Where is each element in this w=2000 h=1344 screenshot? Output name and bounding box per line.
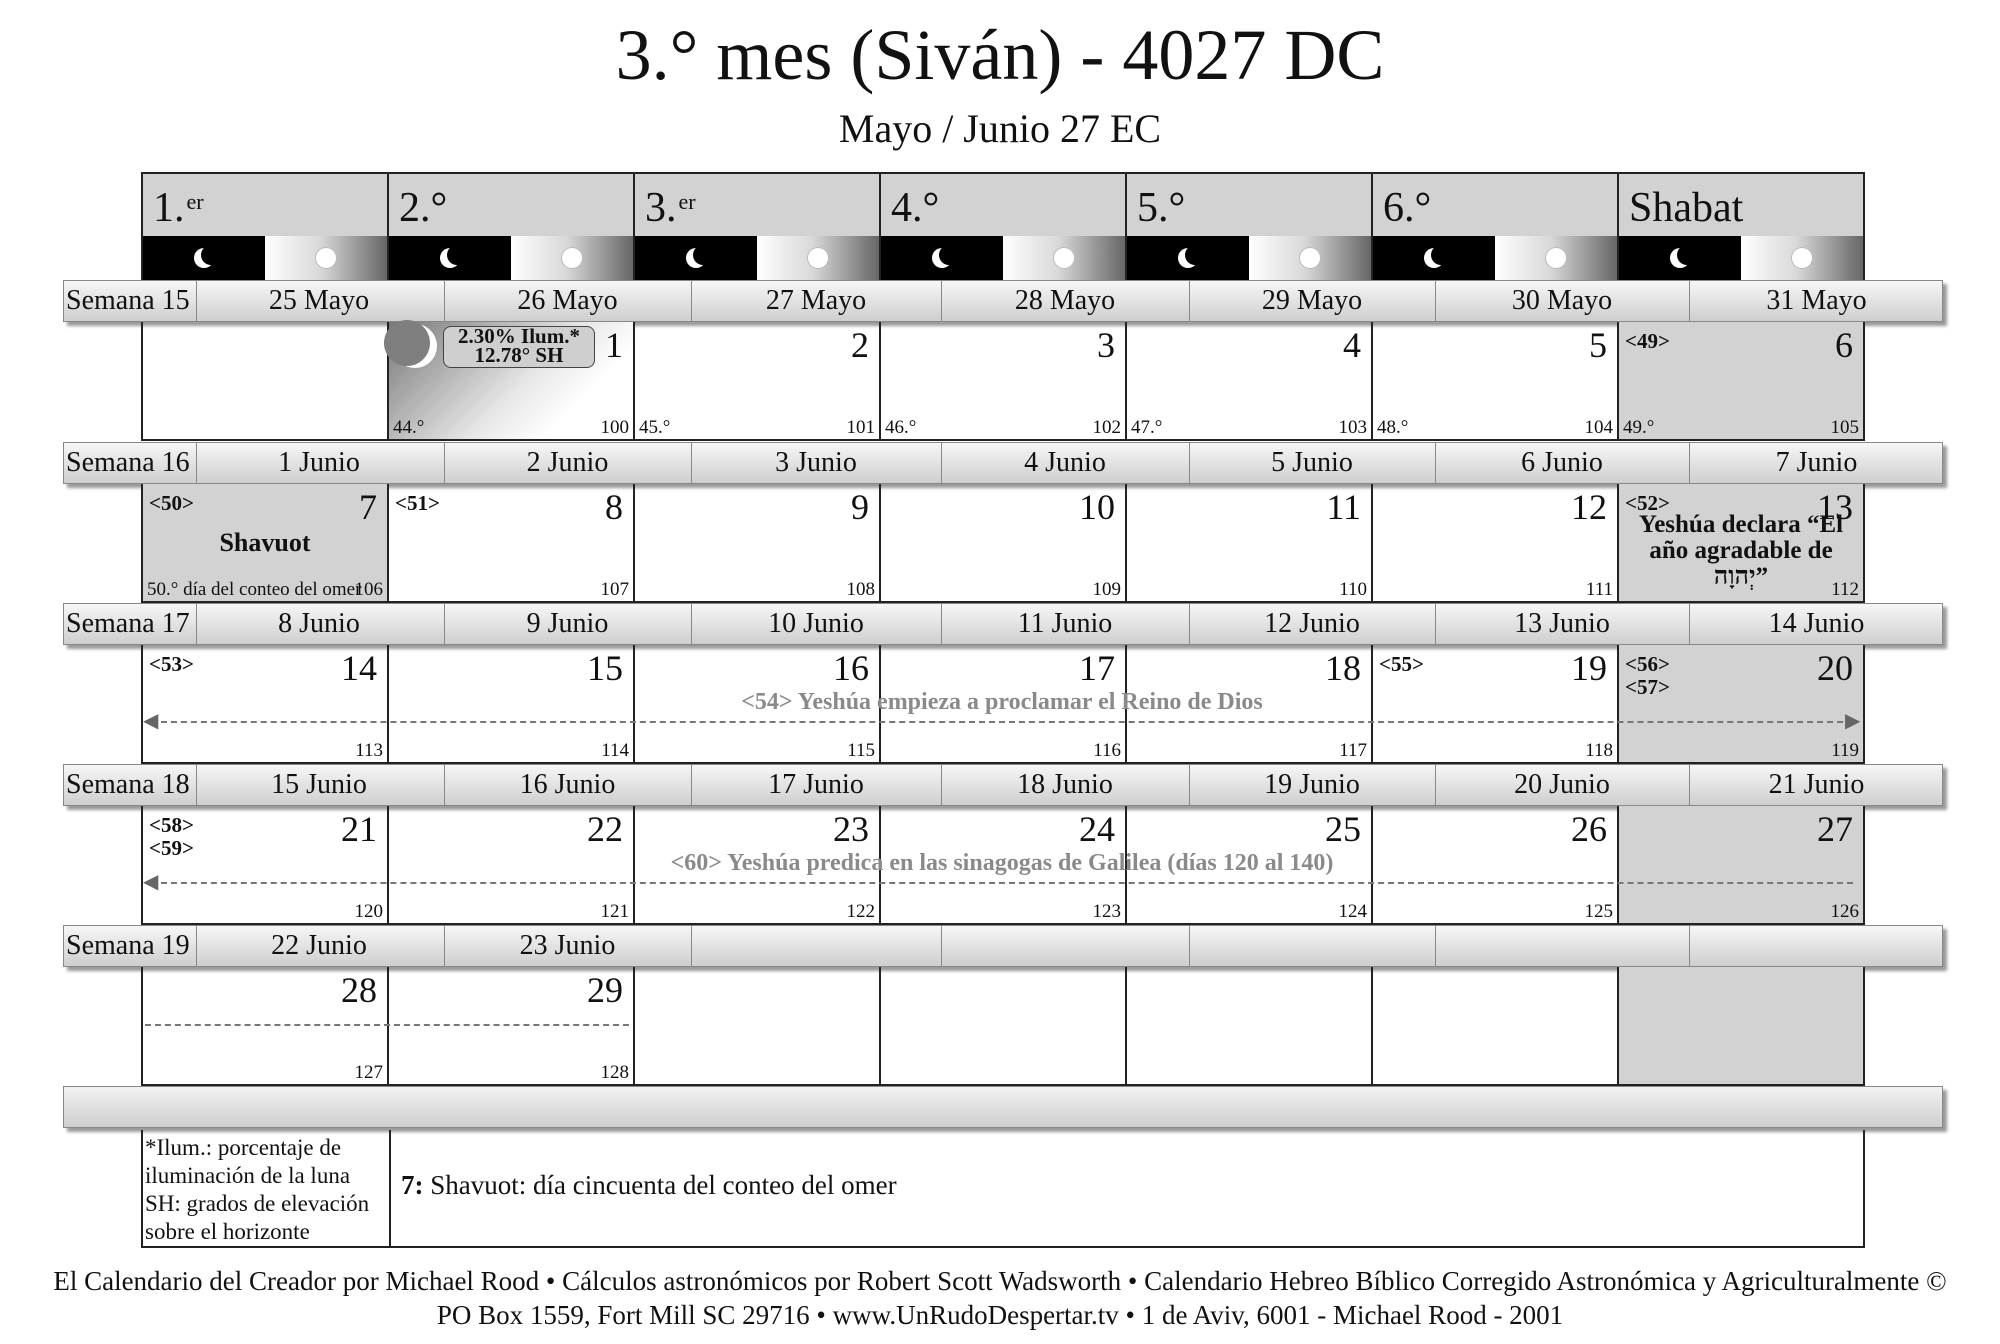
crescent-moon-icon — [194, 248, 214, 268]
day-sequence-number: 128 — [600, 1062, 629, 1083]
gregorian-date: 26 Mayo — [444, 281, 692, 321]
day-cell — [141, 967, 387, 1086]
event-marker: <50> — [149, 491, 194, 515]
gregorian-date: 12 Junio — [1189, 604, 1436, 644]
gregorian-date — [1435, 926, 1690, 966]
day-number: 28 — [341, 970, 377, 1010]
sun-icon — [562, 248, 582, 268]
page-subtitle: Mayo / Junio 27 EC — [838, 106, 1162, 151]
day-sequence-number: 108 — [846, 579, 875, 600]
legend-note-text: Shavuot: día cincuenta del conteo del omer — [423, 1170, 897, 1200]
sun-icon — [1054, 248, 1074, 268]
bottom-bar — [63, 1086, 1943, 1128]
omer-count: 49.° — [1623, 417, 1655, 438]
day-cell — [879, 484, 1125, 603]
week-label: Semana 16 — [64, 443, 197, 483]
week-bar — [63, 764, 1943, 806]
day-number: 21 — [341, 809, 377, 849]
day-cell — [1371, 967, 1617, 1086]
week-label: Semana 18 — [64, 765, 197, 805]
day-sequence-number: 104 — [1584, 417, 1613, 438]
event-marker: <56> <57> — [1625, 652, 1670, 699]
event-marker: <52> — [1625, 491, 1670, 515]
day-cell — [1125, 484, 1371, 603]
day-header — [1617, 172, 1865, 238]
day-sequence-number: 110 — [1339, 579, 1367, 600]
day-header-ordinal: er — [678, 189, 696, 214]
day-number: 2 — [851, 325, 869, 365]
day-header-label: 4.° — [891, 185, 940, 231]
day-cell — [387, 322, 633, 441]
week-label: Semana 17 — [64, 604, 197, 644]
day-cell — [1125, 322, 1371, 441]
sun-icon — [316, 248, 336, 268]
omer-count: 44.° — [393, 417, 425, 438]
day-number: 22 — [587, 809, 623, 849]
day-cell — [1371, 322, 1617, 441]
crescent-moon-icon — [1424, 248, 1444, 268]
event-marker: <51> — [395, 491, 440, 515]
day-sequence-number: 126 — [1830, 901, 1859, 922]
day-sequence-number: 114 — [601, 740, 629, 761]
day-sequence-number: 127 — [354, 1062, 383, 1083]
crescent-moon-icon — [932, 248, 952, 268]
night-segment — [1373, 236, 1495, 280]
day-number: 17 — [1079, 648, 1115, 688]
day-sequence-number: 121 — [600, 901, 629, 922]
day-cell — [633, 967, 879, 1086]
day-number: 14 — [341, 648, 377, 688]
moon-phase-band — [1617, 236, 1865, 280]
day-number: 19 — [1571, 648, 1607, 688]
page-title: 3.° mes (Siván) - 4027 DC — [615, 15, 1385, 95]
omer-count: 48.° — [1377, 417, 1409, 438]
week-bar — [63, 280, 1943, 322]
omer-count: 45.° — [639, 417, 671, 438]
day-header-label: 3. — [645, 185, 677, 231]
event-span-line — [151, 721, 1853, 723]
day-sequence-number: 111 — [1585, 579, 1613, 600]
sun-icon — [808, 248, 828, 268]
day-sequence-number: 101 — [846, 417, 875, 438]
day-segment — [1249, 236, 1371, 280]
arrow-left-icon: ◀ — [143, 871, 159, 893]
arrow-left-icon: ◀ — [143, 710, 159, 732]
day-number: 4 — [1343, 325, 1361, 365]
night-segment — [881, 236, 1003, 280]
day-header-label: 2.° — [399, 185, 448, 231]
day-segment — [1741, 236, 1863, 280]
day-cell — [879, 322, 1125, 441]
event-label: Yeshúa declara “El año agradable de יְהוָה” — [1638, 511, 1844, 590]
legend-line: sobre el horizonte — [145, 1219, 310, 1244]
omer-count: 50.° día del conteo del omer — [147, 579, 362, 600]
gregorian-date: 28 Mayo — [941, 281, 1190, 321]
day-cell — [141, 484, 387, 603]
footer-line-2: PO Box 1559, Fort Mill SC 29716 • www.UnRudoDespertar.tv • 1 de Aviv, 6001 - Michael Rood - 2001 — [436, 1300, 1564, 1330]
event-span-line — [145, 1024, 629, 1026]
gregorian-date — [1689, 926, 1944, 966]
moon-phase-band — [1371, 236, 1619, 280]
day-header-ordinal: er — [186, 189, 204, 214]
arrow-right-icon: ▶ — [1845, 710, 1861, 732]
day-cell — [1125, 967, 1371, 1086]
gregorian-date: 2 Junio — [444, 443, 692, 483]
week-label: Semana 19 — [64, 926, 197, 966]
event-band-text: <54> Yeshúa empieza a proclamar el Reino de Dios — [741, 689, 1263, 715]
day-sequence-number: 124 — [1338, 901, 1367, 922]
day-header-label: 5.° — [1137, 185, 1186, 231]
day-number: 10 — [1079, 487, 1115, 527]
day-number: 16 — [833, 648, 869, 688]
gregorian-date: 20 Junio — [1435, 765, 1690, 805]
moon-phase-band — [1125, 236, 1373, 280]
day-number: 8 — [605, 487, 623, 527]
day-number: 29 — [587, 970, 623, 1010]
gregorian-date: 16 Junio — [444, 765, 692, 805]
day-number: 13 — [1817, 487, 1853, 527]
gregorian-date: 17 Junio — [691, 765, 942, 805]
night-segment — [1619, 236, 1741, 280]
legend-abbreviations — [143, 1130, 391, 1246]
night-segment — [143, 236, 265, 280]
event-marker: <49> — [1625, 329, 1670, 353]
week-bar — [63, 925, 1943, 967]
omer-count: 46.° — [885, 417, 917, 438]
illumination-line: 12.78° SH — [474, 343, 564, 367]
day-number: 3 — [1097, 325, 1115, 365]
gregorian-date: 27 Mayo — [691, 281, 942, 321]
day-number: 18 — [1325, 648, 1361, 688]
gregorian-date — [941, 926, 1190, 966]
event-span-line — [151, 882, 1853, 884]
event-label: Shavuot — [219, 528, 311, 557]
gregorian-date: 8 Junio — [194, 604, 445, 644]
gregorian-date: 18 Junio — [941, 765, 1190, 805]
day-number: 11 — [1326, 487, 1361, 527]
illumination-line: 2.30% Ilum.* — [458, 324, 580, 348]
crescent-moon-icon — [1670, 248, 1690, 268]
day-number: 23 — [833, 809, 869, 849]
gregorian-date: 15 Junio — [194, 765, 445, 805]
day-header-label: 1. — [153, 185, 185, 231]
crescent-moon-icon — [686, 248, 706, 268]
week-bar — [63, 603, 1943, 645]
day-sequence-number: 120 — [354, 901, 383, 922]
moon-phase-band — [387, 236, 635, 280]
gregorian-date: 7 Junio — [1775, 447, 1858, 478]
day-sequence-number: 125 — [1584, 901, 1613, 922]
illumination-badge — [443, 326, 595, 368]
sun-icon — [1546, 248, 1566, 268]
new-moon-icon — [393, 324, 437, 368]
night-segment — [1127, 236, 1249, 280]
day-cell — [141, 322, 387, 441]
legend-line: iluminación de la luna — [145, 1163, 351, 1188]
day-sequence-number: 119 — [1831, 740, 1859, 761]
day-sequence-number: 112 — [1831, 579, 1859, 600]
gregorian-date: 14 Junio — [1768, 608, 1865, 639]
day-sequence-number: 118 — [1585, 740, 1613, 761]
night-segment — [389, 236, 511, 280]
day-sequence-number: 123 — [1092, 901, 1121, 922]
gregorian-date: 3 Junio — [691, 443, 942, 483]
day-number: 5 — [1589, 325, 1607, 365]
gregorian-date: 22 Junio — [194, 926, 445, 966]
day-segment — [1495, 236, 1617, 280]
sun-icon — [1300, 248, 1320, 268]
gregorian-date: 21 Junio — [1768, 769, 1865, 800]
day-header — [1125, 172, 1373, 238]
day-number: 7 — [359, 487, 377, 527]
event-marker: <53> — [149, 652, 194, 676]
gregorian-date: 6 Junio — [1435, 443, 1690, 483]
legend-line: SH: grados de elevación — [145, 1191, 370, 1216]
day-number: 1 — [605, 325, 623, 365]
day-sequence-number: 113 — [355, 740, 383, 761]
gregorian-date: 11 Junio — [941, 604, 1190, 644]
gregorian-date: 5 Junio — [1189, 443, 1436, 483]
day-header — [141, 172, 389, 238]
gregorian-date: 9 Junio — [444, 604, 692, 644]
day-number: 6 — [1835, 325, 1853, 365]
gregorian-date: 19 Junio — [1189, 765, 1436, 805]
day-sequence-number: 109 — [1092, 579, 1121, 600]
event-band-text: <60> Yeshúa predica en las sinagogas de Galilea (días 120 al 140) — [670, 850, 1334, 876]
day-number: 26 — [1571, 809, 1607, 849]
day-header-label: Shabat — [1629, 185, 1744, 231]
day-header-label: 6.° — [1383, 185, 1432, 231]
gregorian-date: 4 Junio — [941, 443, 1190, 483]
day-sequence-number: 107 — [600, 579, 629, 600]
gregorian-date — [691, 926, 942, 966]
day-sequence-number: 105 — [1830, 417, 1859, 438]
event-marker: <58> <59> — [149, 813, 194, 860]
day-cell — [633, 484, 879, 603]
gregorian-date: 1 Junio — [194, 443, 445, 483]
omer-count: 47.° — [1131, 417, 1163, 438]
day-sequence-number: 116 — [1093, 740, 1121, 761]
day-header — [633, 172, 881, 238]
day-sequence-number: 115 — [847, 740, 875, 761]
day-sequence-number: 103 — [1338, 417, 1367, 438]
day-sequence-number: 100 — [600, 417, 629, 438]
gregorian-date: 29 Mayo — [1189, 281, 1436, 321]
moon-phase-band — [879, 236, 1127, 280]
day-header — [387, 172, 635, 238]
day-cell — [879, 967, 1125, 1086]
gregorian-date: 13 Junio — [1435, 604, 1690, 644]
day-sequence-number: 117 — [1339, 740, 1367, 761]
day-number: 24 — [1079, 809, 1115, 849]
footer-line-1: El Calendario del Creador por Michael Rood • Cálculos astronómicos por Robert Scott Wadsworth • Calendario Hebreo Bíblico Corregido Astronómica y Agriculturalmente © — [53, 1266, 1947, 1296]
day-number: 27 — [1817, 809, 1853, 849]
day-number: 9 — [851, 487, 869, 527]
day-number: 15 — [587, 648, 623, 688]
week-label: Semana 15 — [64, 281, 197, 321]
week-bar — [63, 442, 1943, 484]
moon-phase-band — [633, 236, 881, 280]
legend-box — [141, 1130, 1865, 1248]
day-number: 12 — [1571, 487, 1607, 527]
gregorian-date: 31 Mayo — [1766, 285, 1867, 316]
day-cell — [633, 322, 879, 441]
legend-note-key: 7: — [401, 1170, 424, 1200]
gregorian-date — [1189, 926, 1436, 966]
event-marker: <55> — [1379, 652, 1424, 676]
gregorian-date: 25 Mayo — [194, 281, 445, 321]
gregorian-date: 10 Junio — [691, 604, 942, 644]
day-sequence-number: 102 — [1092, 417, 1121, 438]
gregorian-date: 30 Mayo — [1435, 281, 1690, 321]
day-number: 25 — [1325, 809, 1361, 849]
day-cell — [1371, 484, 1617, 603]
day-segment — [511, 236, 633, 280]
gregorian-date: 23 Junio — [444, 926, 692, 966]
day-segment — [1003, 236, 1125, 280]
day-cell — [1617, 322, 1865, 441]
crescent-moon-icon — [1178, 248, 1198, 268]
day-sequence-number: 106 — [354, 579, 383, 600]
day-segment — [265, 236, 387, 280]
day-header — [879, 172, 1127, 238]
day-cell — [387, 484, 633, 603]
legend-note — [401, 1170, 897, 1201]
day-number: 20 — [1817, 648, 1853, 688]
day-cell — [387, 967, 633, 1086]
moon-phase-band — [141, 236, 389, 280]
day-cell — [1617, 484, 1865, 603]
legend-line: *Ilum.: porcentaje de — [145, 1135, 342, 1160]
day-header — [1371, 172, 1619, 238]
sun-icon — [1792, 248, 1812, 268]
day-sequence-number: 122 — [846, 901, 875, 922]
night-segment — [635, 236, 757, 280]
day-cell — [1617, 967, 1865, 1086]
day-segment — [757, 236, 879, 280]
crescent-moon-icon — [440, 248, 460, 268]
